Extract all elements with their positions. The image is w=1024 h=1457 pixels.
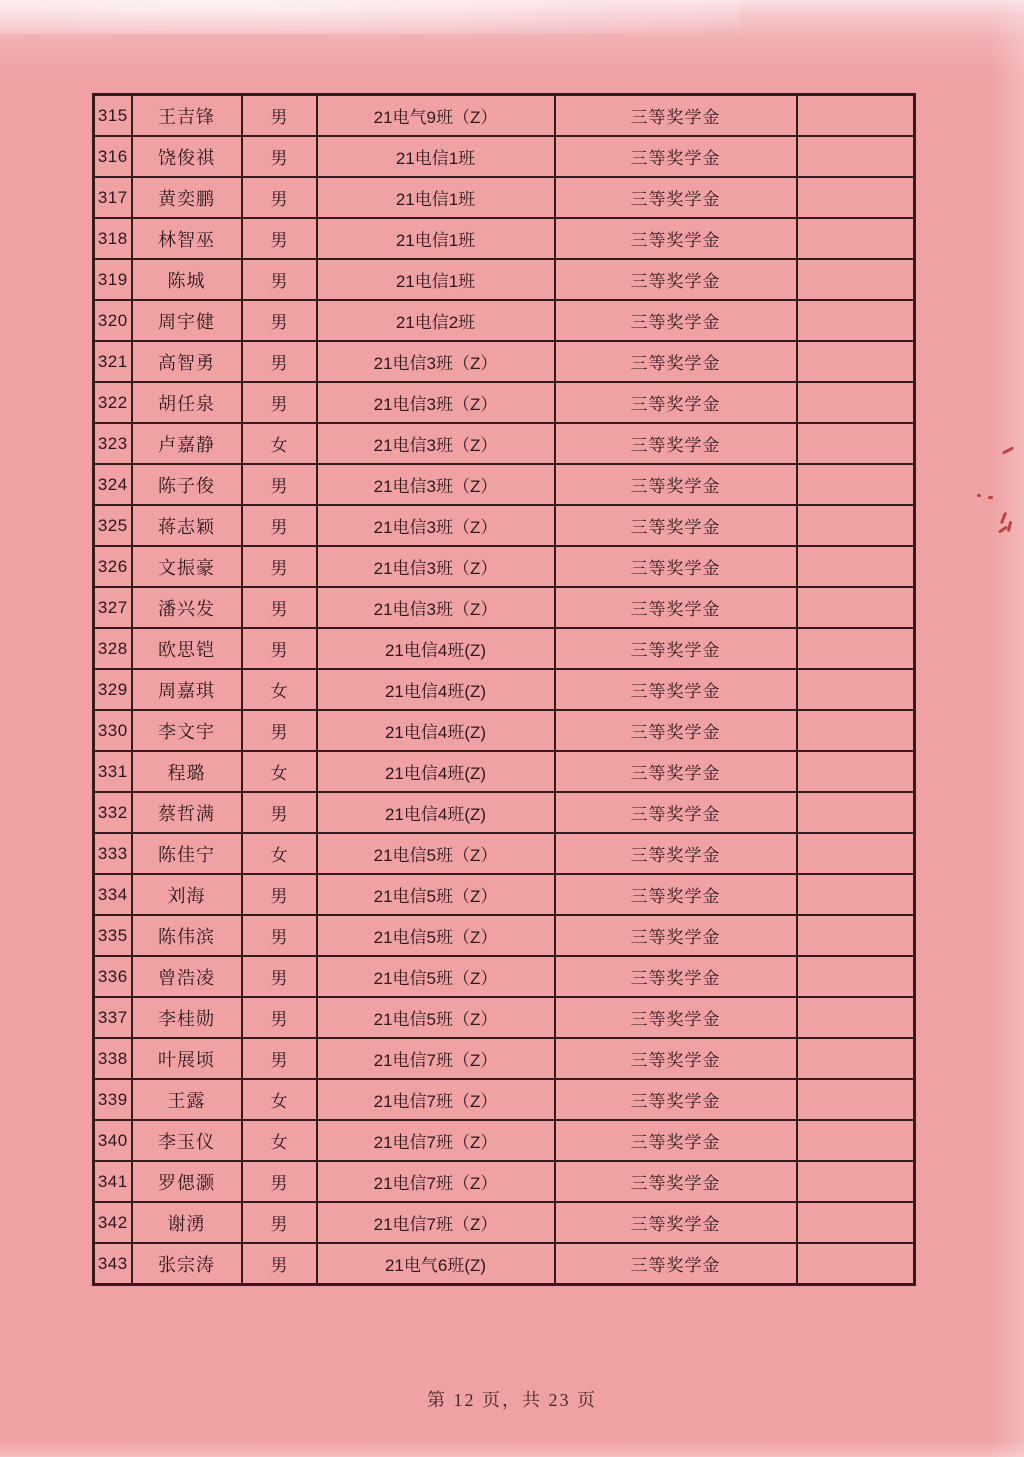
table-row [94,136,915,177]
cell-note [797,833,915,874]
cell-no: 341 [94,1161,132,1202]
cell-note [797,1202,915,1243]
cell-gender: 男 [242,710,317,751]
cell-no: 320 [94,300,132,341]
paper-right-edge [990,0,1024,1457]
cell-gender: 女 [242,669,317,710]
cell-note [797,382,915,423]
cell-no: 328 [94,628,132,669]
red-pen-mark [977,494,981,497]
cell-class_name: 21电信3班（Z） [317,423,555,464]
table-row [94,792,915,833]
cell-no: 332 [94,792,132,833]
cell-award: 三等奖学金 [555,997,797,1038]
cell-class_name: 21电信5班（Z） [317,833,555,874]
cell-class_name: 21电信7班（Z） [317,1079,555,1120]
cell-name: 李文宇 [132,710,242,751]
cell-note [797,751,915,792]
table-row [94,382,915,423]
cell-class_name: 21电信3班（Z） [317,382,555,423]
cell-no: 319 [94,259,132,300]
cell-class_name: 21电信4班(Z) [317,792,555,833]
cell-gender: 男 [242,464,317,505]
cell-name: 周嘉琪 [132,669,242,710]
cell-class_name: 21电信5班（Z） [317,874,555,915]
table-row [94,300,915,341]
cell-award: 三等奖学金 [555,136,797,177]
cell-name: 林智巫 [132,218,242,259]
table-row [94,259,915,300]
table-row [94,1120,915,1161]
cell-name: 谢湧 [132,1202,242,1243]
cell-note [797,218,915,259]
cell-note [797,505,915,546]
cell-gender: 女 [242,751,317,792]
cell-name: 蒋志颖 [132,505,242,546]
cell-award: 三等奖学金 [555,669,797,710]
cell-note [797,1161,915,1202]
cell-note [797,546,915,587]
cell-note [797,423,915,464]
cell-award: 三等奖学金 [555,751,797,792]
cell-class_name: 21电信3班（Z） [317,505,555,546]
table-row [94,95,915,137]
cell-gender: 男 [242,628,317,669]
cell-note [797,95,915,137]
cell-no: 327 [94,587,132,628]
cell-class_name: 21电信5班（Z） [317,956,555,997]
cell-note [797,956,915,997]
cell-no: 337 [94,997,132,1038]
cell-award: 三等奖学金 [555,792,797,833]
cell-class_name: 21电气6班(Z) [317,1243,555,1285]
cell-no: 316 [94,136,132,177]
cell-award: 三等奖学金 [555,1243,797,1285]
cell-class_name: 21电信4班(Z) [317,628,555,669]
table-row [94,177,915,218]
cell-name: 罗偲灏 [132,1161,242,1202]
cell-no: 321 [94,341,132,382]
cell-note [797,874,915,915]
table-row [94,505,915,546]
cell-note [797,1079,915,1120]
page-footer: 第 12 页，共 23 页 [427,1390,597,1410]
cell-no: 336 [94,956,132,997]
cell-class_name: 21电信5班（Z） [317,915,555,956]
red-pen-mark [1007,521,1013,532]
cell-class_name: 21电信1班 [317,218,555,259]
cell-note [797,669,915,710]
paper-bottom-edge [0,1441,1024,1457]
cell-gender: 女 [242,1079,317,1120]
cell-gender: 男 [242,1038,317,1079]
cell-no: 325 [94,505,132,546]
cell-gender: 女 [242,423,317,464]
table-row [94,1161,915,1202]
cell-class_name: 21电信7班（Z） [317,1161,555,1202]
cell-name: 蔡哲满 [132,792,242,833]
cell-award: 三等奖学金 [555,1079,797,1120]
cell-gender: 男 [242,915,317,956]
cell-award: 三等奖学金 [555,218,797,259]
cell-award: 三等奖学金 [555,300,797,341]
cell-no: 343 [94,1243,132,1285]
cell-class_name: 21电信4班(Z) [317,669,555,710]
red-pen-mark [988,496,993,499]
cell-award: 三等奖学金 [555,464,797,505]
cell-no: 322 [94,382,132,423]
cell-gender: 男 [242,341,317,382]
table-row [94,669,915,710]
table-row [94,1038,915,1079]
cell-name: 陈伟滨 [132,915,242,956]
cell-award: 三等奖学金 [555,95,797,137]
cell-class_name: 21电信4班(Z) [317,710,555,751]
cell-class_name: 21电信7班（Z） [317,1202,555,1243]
cell-no: 334 [94,874,132,915]
cell-gender: 男 [242,1243,317,1285]
cell-gender: 男 [242,505,317,546]
cell-gender: 男 [242,1202,317,1243]
cell-class_name: 21电信1班 [317,136,555,177]
cell-award: 三等奖学金 [555,956,797,997]
red-pen-mark [998,525,1008,533]
cell-gender: 男 [242,136,317,177]
cell-name: 胡任泉 [132,382,242,423]
cell-award: 三等奖学金 [555,423,797,464]
cell-class_name: 21电信3班（Z） [317,464,555,505]
cell-gender: 男 [242,382,317,423]
cell-name: 叶展顷 [132,1038,242,1079]
cell-note [797,1243,915,1285]
cell-name: 高智勇 [132,341,242,382]
cell-name: 卢嘉静 [132,423,242,464]
table-row [94,1079,915,1120]
cell-award: 三等奖学金 [555,259,797,300]
cell-gender: 男 [242,259,317,300]
cell-award: 三等奖学金 [555,628,797,669]
cell-award: 三等奖学金 [555,1161,797,1202]
cell-class_name: 21电信7班（Z） [317,1120,555,1161]
cell-name: 潘兴发 [132,587,242,628]
cell-name: 曾浩凌 [132,956,242,997]
table-row [94,341,915,382]
cell-award: 三等奖学金 [555,177,797,218]
cell-name: 刘海 [132,874,242,915]
table-row [94,915,915,956]
cell-name: 文振豪 [132,546,242,587]
cell-note [797,177,915,218]
cell-no: 333 [94,833,132,874]
cell-award: 三等奖学金 [555,874,797,915]
cell-class_name: 21电信1班 [317,177,555,218]
table-row [94,710,915,751]
table-body [94,95,915,1285]
cell-gender: 男 [242,300,317,341]
cell-gender: 男 [242,218,317,259]
cell-award: 三等奖学金 [555,1202,797,1243]
cell-no: 317 [94,177,132,218]
table-row [94,218,915,259]
cell-note [797,341,915,382]
table-row [94,423,915,464]
cell-note [797,587,915,628]
cell-gender: 男 [242,546,317,587]
cell-award: 三等奖学金 [555,1120,797,1161]
cell-gender: 男 [242,956,317,997]
cell-note [797,710,915,751]
cell-class_name: 21电信5班（Z） [317,997,555,1038]
cell-gender: 男 [242,792,317,833]
cell-class_name: 21电气9班（Z） [317,95,555,137]
cell-note [797,259,915,300]
cell-class_name: 21电信2班 [317,300,555,341]
cell-gender: 男 [242,874,317,915]
cell-name: 陈佳宁 [132,833,242,874]
cell-award: 三等奖学金 [555,710,797,751]
cell-no: 342 [94,1202,132,1243]
cell-name: 张宗涛 [132,1243,242,1285]
cell-class_name: 21电信1班 [317,259,555,300]
table-row [94,833,915,874]
paper-top-light-band [0,0,1024,80]
table-row [94,751,915,792]
cell-name: 王露 [132,1079,242,1120]
cell-name: 欧思铠 [132,628,242,669]
cell-award: 三等奖学金 [555,505,797,546]
cell-gender: 男 [242,95,317,137]
cell-no: 315 [94,95,132,137]
table-row [94,546,915,587]
cell-gender: 男 [242,1161,317,1202]
cell-no: 339 [94,1079,132,1120]
cell-award: 三等奖学金 [555,587,797,628]
cell-name: 王吉锋 [132,95,242,137]
cell-no: 331 [94,751,132,792]
cell-class_name: 21电信3班（Z） [317,587,555,628]
cell-name: 李桂勋 [132,997,242,1038]
table-row [94,874,915,915]
cell-award: 三等奖学金 [555,382,797,423]
cell-note [797,997,915,1038]
cell-no: 318 [94,218,132,259]
cell-no: 340 [94,1120,132,1161]
cell-award: 三等奖学金 [555,1038,797,1079]
red-pen-mark [1002,446,1014,454]
cell-name: 饶俊祺 [132,136,242,177]
cell-gender: 男 [242,587,317,628]
cell-name: 陈城 [132,259,242,300]
cell-award: 三等奖学金 [555,341,797,382]
cell-note [797,628,915,669]
cell-gender: 女 [242,833,317,874]
cell-gender: 男 [242,997,317,1038]
cell-no: 323 [94,423,132,464]
cell-no: 338 [94,1038,132,1079]
cell-no: 335 [94,915,132,956]
cell-note [797,300,915,341]
cell-no: 329 [94,669,132,710]
cell-award: 三等奖学金 [555,833,797,874]
cell-award: 三等奖学金 [555,915,797,956]
cell-no: 324 [94,464,132,505]
cell-gender: 女 [242,1120,317,1161]
cell-gender: 男 [242,177,317,218]
cell-class_name: 21电信3班（Z） [317,341,555,382]
cell-note [797,464,915,505]
cell-name: 周宇健 [132,300,242,341]
cell-note [797,136,915,177]
table-row [94,997,915,1038]
cell-name: 陈子俊 [132,464,242,505]
cell-no: 326 [94,546,132,587]
cell-no: 330 [94,710,132,751]
cell-name: 程璐 [132,751,242,792]
cell-name: 李玉仪 [132,1120,242,1161]
table-row [94,956,915,997]
cell-note [797,792,915,833]
table-row [94,628,915,669]
cell-award: 三等奖学金 [555,546,797,587]
cell-note [797,1120,915,1161]
scholarship-table [92,93,916,1286]
cell-class_name: 21电信4班(Z) [317,751,555,792]
cell-name: 黄奕鹏 [132,177,242,218]
cell-note [797,1038,915,1079]
table-row [94,464,915,505]
red-pen-mark [1000,512,1007,524]
cell-class_name: 21电信7班（Z） [317,1038,555,1079]
paper-top-glare [0,0,740,34]
table-row [94,587,915,628]
cell-note [797,915,915,956]
table-row [94,1202,915,1243]
cell-class_name: 21电信3班（Z） [317,546,555,587]
table-row [94,1243,915,1285]
